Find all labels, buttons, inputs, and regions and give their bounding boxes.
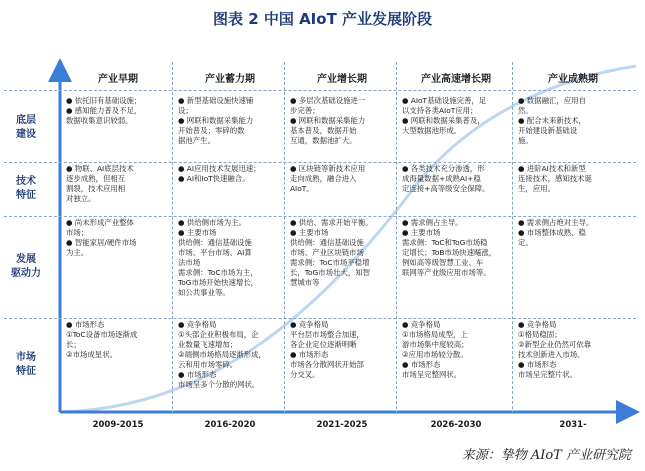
cell-line: 市场；	[66, 228, 89, 237]
cell-line: 设；	[178, 106, 193, 115]
cell-line: 逐步成熟，但相互	[66, 174, 126, 183]
cell-line: ● 多层次基础设施进一	[290, 96, 366, 105]
cell-line: ● AI和IoT快速融合。	[178, 174, 250, 183]
cell-line: ②端侧市场格局逐渐形成，	[178, 350, 266, 359]
cell-line: 各企业定位逐渐明晰	[290, 340, 357, 349]
row-label: 发展 驱动力	[11, 254, 41, 279]
cell-line: ②市场成星状。	[66, 350, 117, 359]
stage-cell	[286, 216, 398, 318]
stage-cell	[62, 162, 174, 216]
cell-line: 定连接+高等级安全保障。	[402, 184, 490, 193]
cell-line: 定。	[518, 238, 533, 247]
cell-line: 分交叉。	[290, 370, 320, 379]
cell-line: ● 物联、AI底层技术	[66, 164, 134, 173]
cell-line: 需求侧：ToC市场平稳增	[290, 258, 370, 267]
cell-line: ● 智能家居/硬件市场	[66, 238, 137, 247]
cell-line: 开始建设新基础设	[518, 126, 578, 135]
cell-line: 步完善；	[290, 106, 320, 115]
cell-line: 以支持各类AIoT应用；	[402, 106, 478, 115]
stage-cell	[174, 216, 286, 318]
cell-line: 供给侧：通信基础设施	[290, 238, 364, 247]
stage-cell	[62, 318, 174, 412]
cell-line: ● 市场形态	[518, 360, 557, 369]
cell-line: ①格局稳固；	[518, 330, 562, 339]
cell-line: 业数量飞速增加；	[178, 340, 238, 349]
stage-years: 2021-2025	[316, 420, 368, 430]
cell-line: ● 配合未来新技术，	[518, 116, 586, 125]
cell-line: 市场呈完整网状。	[402, 370, 462, 379]
stage-header: 产业高速增长期	[421, 73, 491, 85]
cell-line: ● 竞争格局	[518, 320, 557, 329]
cell-line: ②应用市场较分散。	[402, 350, 468, 359]
stage-header: 产业增长期	[317, 73, 367, 85]
stage-cell	[398, 216, 514, 318]
stage-years: 2031-	[559, 420, 587, 430]
stage-header: 产业成熟期	[548, 73, 598, 85]
cell-line: 互通，数据池扩大。	[290, 136, 357, 145]
cell-line: 联网等产业级应用市场等。	[402, 268, 491, 277]
cell-line: 施。	[518, 136, 533, 145]
cell-line: 市场呈完整片状。	[518, 370, 578, 379]
cell-line: 大型数据池形成。	[402, 126, 462, 135]
stage-cell	[174, 94, 286, 162]
cell-line: ● 供给、需求开始平衡。	[290, 218, 373, 227]
cell-line: ● 供给侧市场为主。	[178, 218, 246, 227]
cell-line: ● 进阶AI技术和新型	[518, 164, 586, 173]
cell-line: ● 竞争格局	[290, 320, 329, 329]
cell-line: 如公共事业等。	[178, 288, 230, 297]
cell-line: 供给侧：通信基础设施	[178, 238, 252, 247]
cell-line: 然。	[518, 106, 533, 115]
cell-line: ● 尚未形成产业整体	[66, 218, 134, 227]
stage-cell	[286, 318, 398, 412]
cell-line: 连接技术，感知技术诞	[518, 174, 592, 183]
stage-years: 2016-2020	[204, 420, 256, 430]
cell-line: ● 需求侧占主导。	[402, 218, 463, 227]
cell-line: 据池产生。	[178, 136, 215, 145]
cell-line: 市场、平台市场、AI算	[178, 248, 252, 257]
cell-line: 市场各分散网状开始部	[290, 360, 364, 369]
cell-line: ①市场格局成型，上	[402, 330, 468, 339]
cell-line: 需求侧：ToC和ToG市场稳	[402, 238, 488, 247]
cell-line: 长，ToG市场壮大，知智	[290, 268, 371, 277]
cell-line: 云和用市场零碎。	[178, 360, 238, 369]
cell-line: ● 市场形态	[402, 360, 441, 369]
cell-line: ● 市场形态	[66, 320, 105, 329]
stage-cell	[174, 318, 286, 412]
cell-line: ● 市场整体成熟、稳	[518, 228, 586, 237]
row-label: 技术 特征	[16, 176, 36, 201]
cell-line: ● 感知能力普及不足，	[66, 106, 142, 115]
cell-line: 基本普及，数据开始	[290, 126, 357, 135]
cell-line: ● AIoT基础设施完善，足	[402, 96, 487, 105]
cell-line: 法市场	[178, 258, 201, 267]
cell-line: 走向成熟，融合进入	[290, 174, 357, 183]
cell-line: ● 需求侧占绝对主导。	[518, 218, 594, 227]
stage-cell	[514, 216, 632, 318]
cell-line: 对独立。	[66, 194, 96, 203]
cell-line: ● 主要市场	[290, 228, 329, 237]
cell-line: ②新型企业仍然可依靠	[518, 340, 592, 349]
stage-cell	[174, 162, 286, 216]
stage-cell	[398, 162, 514, 216]
cell-line: 为主。	[66, 248, 89, 257]
cell-line: ①头部企业积极布局，企	[178, 330, 259, 339]
row-label: 底层 建设	[16, 115, 36, 140]
cell-line: 游市场集中度较高；	[402, 340, 469, 349]
stage-cell	[286, 94, 398, 162]
cell-line: ● 数据融汇，应用自	[518, 96, 586, 105]
cell-line: ● AI应用技术发展迅速；	[178, 164, 261, 173]
cell-line: ● 竞争格局	[402, 320, 441, 329]
page-title: 图表 2 中国 AIoT 产业发展阶段	[212, 10, 433, 28]
cell-line: 数据收集意识较弱。	[66, 116, 133, 125]
cell-line: ● 竞争格局	[178, 320, 217, 329]
stage-cell	[398, 318, 514, 412]
stage-cell	[286, 162, 398, 216]
stage-cell	[514, 94, 632, 162]
cell-line: AIoT。	[290, 184, 314, 193]
stage-header: 产业早期	[98, 73, 138, 85]
cell-line: ● 依托旧有基础设施；	[66, 96, 142, 105]
stage-years: 2009-2015	[92, 420, 144, 430]
cell-line: 市场呈多个分散的网状。	[178, 380, 260, 389]
cell-line: 慧城市等	[290, 278, 320, 287]
stage-years: 2026-2030	[430, 420, 482, 430]
cell-line: 成海量数据+成熟AI+稳	[402, 174, 481, 183]
cell-line: ● 主要市场	[402, 228, 441, 237]
stage-header: 产业蓄力期	[205, 73, 255, 85]
cell-line: 定增长；ToB市场快速飚涨，	[402, 248, 497, 257]
cell-line: ● 各类技术充分渗透，形	[402, 164, 485, 173]
source-note: 来源：挚物 AIoT 产业研究院	[461, 448, 631, 463]
cell-line: 平台层市场整合加速，	[290, 330, 364, 339]
cell-line: ● 网联和数据采集普及，	[402, 116, 485, 125]
stage-cell	[62, 94, 174, 162]
cell-line: 开始普及；零碎的数	[178, 126, 245, 135]
cell-line: 需求侧：ToC市场为主，	[178, 268, 258, 277]
cell-line: ● 网联和数据采集能力	[178, 116, 254, 125]
header-separator	[4, 90, 636, 91]
cell-line: 割裂，技术应用相	[66, 184, 126, 193]
cell-line: ● 市场形态	[178, 370, 217, 379]
cell-line: ①ToC设备市场逐渐成	[66, 330, 138, 339]
stage-cell	[398, 94, 514, 162]
cell-line: 市场、产业区块链市场	[290, 248, 364, 257]
cell-line: ● 市场形态	[290, 350, 329, 359]
cell-line: ToG市场开始快速增长，	[178, 278, 259, 287]
cell-line: ● 主要市场	[178, 228, 217, 237]
cell-line: ● 区块链等新技术应用	[290, 164, 366, 173]
cell-line: 例如高等级智慧工业、车	[402, 258, 484, 267]
cell-line: 技术创新进入市场。	[518, 350, 585, 359]
cell-line: ● 新型基础设施快速铺	[178, 96, 254, 105]
stage-cell	[514, 162, 632, 216]
cell-line: ● 网联和数据采集能力	[290, 116, 366, 125]
cell-line: 生，应用。	[518, 184, 555, 193]
row-label: 市场 特征	[16, 352, 36, 377]
stage-cell	[514, 318, 632, 412]
cell-line: 长；	[66, 340, 81, 349]
stage-cell	[62, 216, 174, 318]
